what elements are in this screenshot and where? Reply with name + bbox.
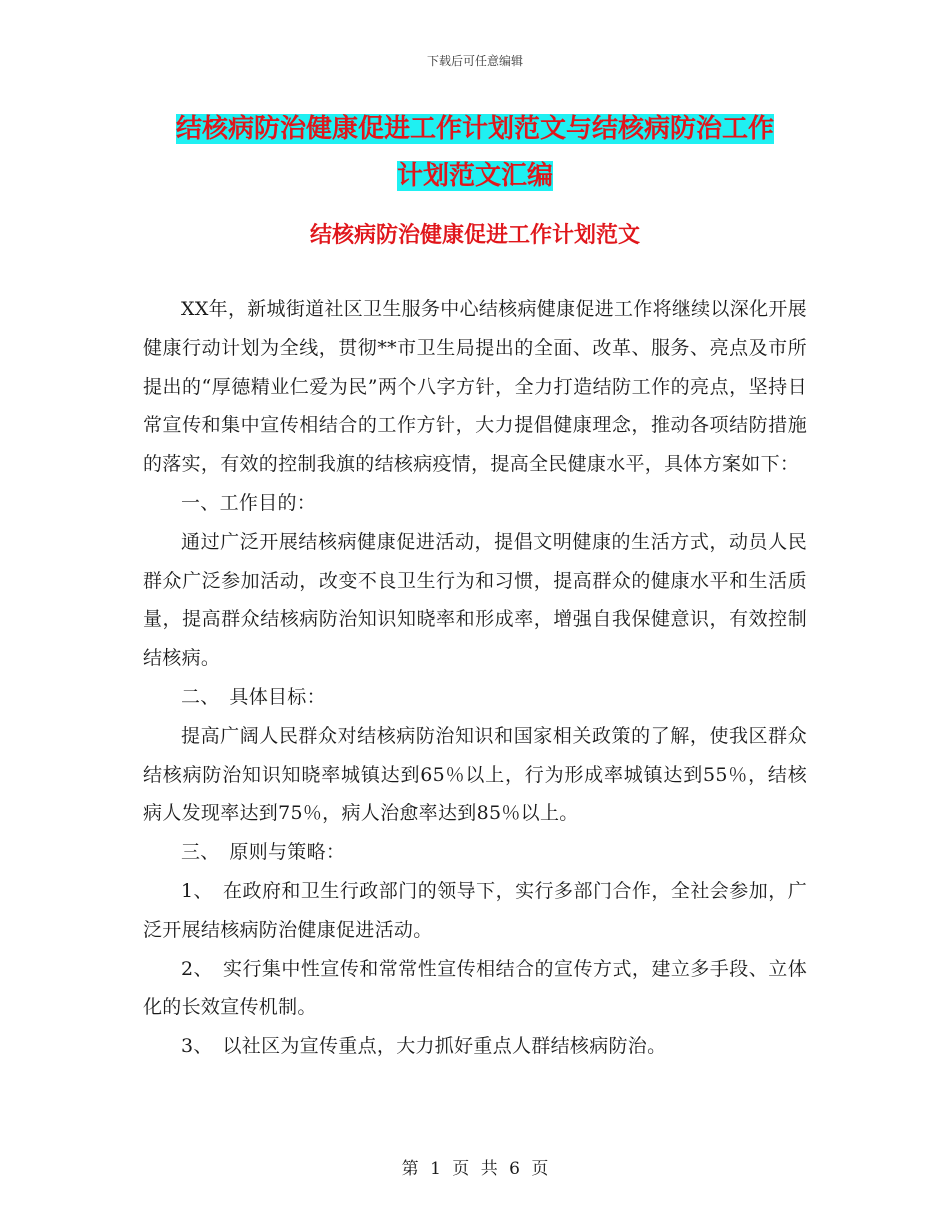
title-line-1: 结核病防治健康促进工作计划范文与结核病防治工作 (175, 114, 774, 144)
document-title (140, 106, 810, 200)
heading-specific-goals: 二、 具体目标： (181, 685, 326, 708)
heading-work-purpose: 一、工作目的： (181, 491, 317, 514)
principle-item-3: 3、 以社区为宣传重点，大力抓好重点人群结核病防治。 (181, 1035, 667, 1058)
principle-item-2: 2、 实行集中性宣传和常常性宣传相结合的宣传方式，建立多手段、立体化的长效宣传机制。 (143, 957, 807, 1019)
principle-item-1: 1、 在政府和卫生行政部门的领导下，实行多部门合作，全社会参加，广泛开展结核病防治健康促进活动。 (143, 879, 807, 941)
body-text (143, 290, 807, 1066)
section-title: 结核病防治健康促进工作计划范文 (309, 223, 640, 248)
header-note: 下载后可任意编辑 (426, 54, 523, 68)
heading-principles: 三、 原则与策略： (181, 841, 346, 864)
specific-goals-paragraph: 提高广阔人民群众对结核病防治知识和国家相关政策的了解，使我区群众结核病防治知识知晓率城镇达到65％以上，行为形成率城镇达到55％，结核病人发现率达到75％，病人治愈率达到85％以上。 (143, 724, 807, 825)
intro-paragraph: XX年，新城街道社区卫生服务中心结核病健康促进工作将继续以深化开展健康行动计划为全线，贯彻**市卫生局提出的全面、改革、服务、亮点及市所提出的“厚德精业仁爱为民”两个八字方针，全力打造结防工作的亮点，坚持日常宣传和集中宣传相结合的工作方针，大力提倡健康理念，推动各项结防措施的落实，有效的控制我旗的结核病疫情，提高全民健康水平，具体方案如下： (143, 298, 807, 476)
page-footer: 第 1 页 共 6 页 (401, 1159, 549, 1179)
title-line-2: 计划范文汇编 (396, 161, 553, 191)
work-purpose-paragraph: 通过广泛开展结核病健康促进活动，提倡文明健康的生活方式，动员人民群众广泛参加活动，改变不良卫生行为和习惯，提高群众的健康水平和生活质量，提高群众结核病防治知识知晓率和形成率，增强自我保健意识，有效控制结核病。 (143, 530, 807, 670)
